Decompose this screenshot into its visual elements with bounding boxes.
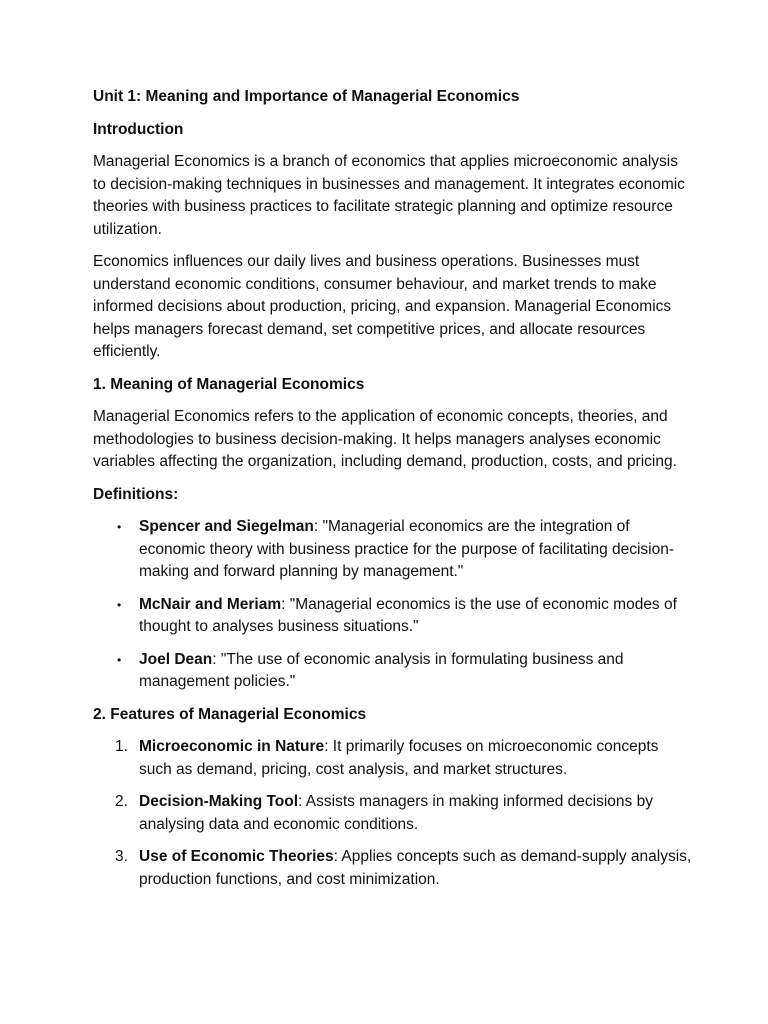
definition-text: : "Managerial economics is the use of economic modes of thought to analyses business situations." bbox=[139, 595, 677, 635]
definition-item bbox=[93, 516, 693, 584]
definitions-list bbox=[93, 516, 693, 694]
feature-term: Decision-Making Tool bbox=[139, 793, 299, 810]
feature-text: : Applies concepts such as demand-supply analysis, production functions, and cost minimization. bbox=[139, 848, 692, 888]
introduction-paragraph: Managerial Economics is a branch of economics that applies microeconomic analysis to decision-making techniques in businesses and management. It integrates economic theories with business practices to facilitate strategic planning and optimize resource utilization. bbox=[93, 153, 685, 238]
features-heading: 2. Features of Managerial Economics bbox=[93, 705, 367, 723]
feature-term: Microeconomic in Nature bbox=[139, 738, 325, 755]
bullet-marker: • bbox=[117, 597, 122, 612]
definitions-heading: Definitions: bbox=[93, 485, 179, 503]
feature-term: Use of Economic Theories bbox=[139, 848, 334, 865]
definition-text: : "The use of economic analysis in formulating business and management policies." bbox=[139, 650, 624, 690]
feature-text: : It primarily focuses on microeconomic concepts such as demand, pricing, cost analysis, and market structures. bbox=[139, 738, 659, 778]
definition-text: : "Managerial economics are the integration of economic theory with business practice for the purpose of facilitating decision-making and forward planning by management." bbox=[139, 518, 675, 580]
meaning-heading: 1. Meaning of Managerial Economics bbox=[93, 375, 365, 393]
feature-text: : Assists managers in making informed decisions by analysing data and economic conditions. bbox=[139, 793, 653, 833]
bullet-marker: • bbox=[117, 652, 122, 667]
definition-author: McNair and Meriam bbox=[139, 595, 282, 613]
document-page bbox=[93, 86, 693, 901]
unit-title: Unit 1: Meaning and Importance of Managerial Economics bbox=[93, 88, 520, 105]
bullet-marker: • bbox=[117, 520, 122, 534]
definition-author: Spencer and Siegelman bbox=[139, 518, 314, 535]
feature-number: 2. bbox=[115, 793, 128, 810]
definition-author: Joel Dean bbox=[139, 650, 213, 668]
feature-number: 1. bbox=[115, 738, 128, 755]
definition-item bbox=[93, 594, 693, 639]
definition-item bbox=[93, 649, 693, 694]
feature-item bbox=[93, 791, 693, 836]
introduction-heading: Introduction bbox=[93, 120, 184, 138]
feature-number: 3. bbox=[115, 848, 128, 865]
feature-item bbox=[93, 846, 693, 891]
introduction-paragraph: Economics influences our daily lives and business operations. Businesses must understand economic conditions, consumer behaviour, and market trends to make informed decisions about production, pricing, and expansion. Managerial Economics helps managers forecast demand, set competitive prices, and allocate resources efficiently. bbox=[93, 253, 672, 360]
meaning-paragraph: Managerial Economics refers to the application of economic concepts, theories, and methodologies to business decision-making. It helps managers analyses economic variables affecting the organization, including demand, production, costs, and pricing. bbox=[93, 408, 677, 470]
feature-item bbox=[93, 736, 693, 781]
features-list bbox=[93, 736, 693, 891]
